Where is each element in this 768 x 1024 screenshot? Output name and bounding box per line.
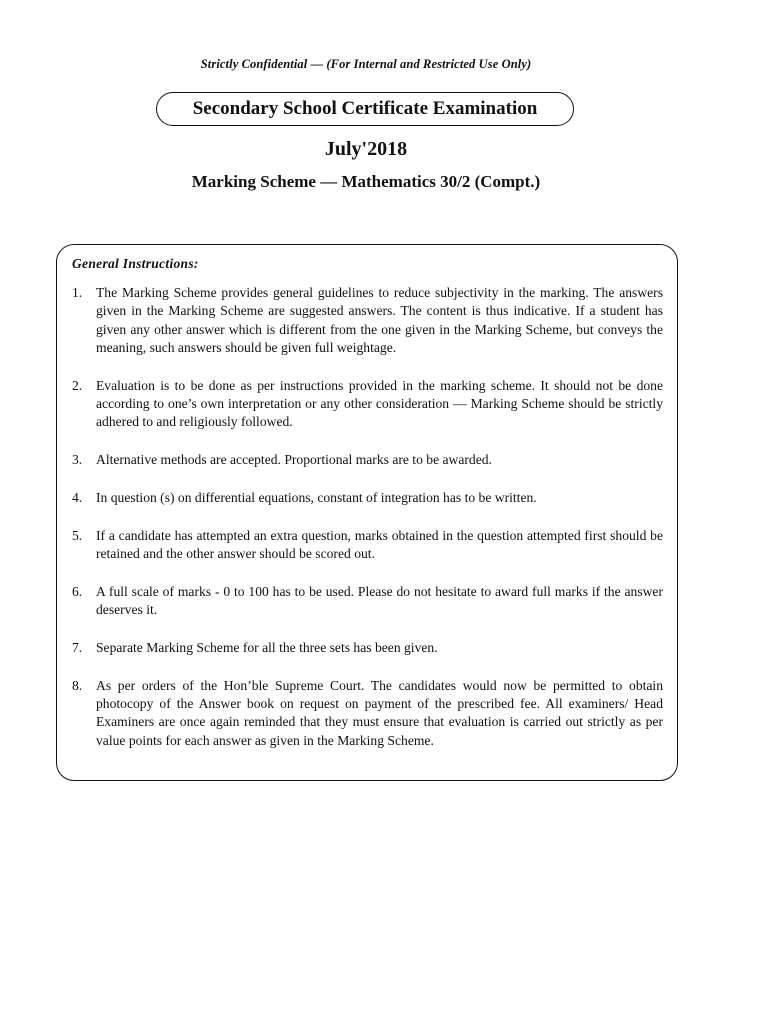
instruction-number: 4. (72, 489, 83, 505)
instruction-number: 5. (72, 527, 83, 543)
instruction-item (72, 527, 663, 564)
marking-scheme-title: Marking Scheme — Mathematics 30/2 (Compt.) (191, 172, 541, 191)
exam-title: Secondary School Certificate Examination (192, 98, 538, 119)
instruction-item (72, 377, 663, 432)
confidential-notice: Strictly Confidential — (For Internal and Restricted Use Only) (200, 57, 532, 71)
instruction-number: 7. (72, 639, 83, 655)
instructions-heading: General Instructions: (72, 256, 199, 271)
exam-title-box (156, 92, 574, 126)
exam-date: July'2018 (324, 138, 408, 160)
instruction-text: A full scale of marks - 0 to 100 has to be used. Please do not hesitate to award full marks if the answer deserves it. (96, 583, 663, 618)
instruction-text: If a candidate has attempted an extra question, marks obtained in the question attempted first should be retained and the other answer should be scored out. (96, 527, 663, 561)
instruction-number: 6. (72, 583, 83, 599)
instruction-number: 3. (72, 452, 83, 468)
instruction-item (72, 639, 663, 657)
instruction-number: 8. (72, 677, 83, 693)
instruction-item (72, 451, 663, 469)
instruction-text: Alternative methods are accepted. Proportional marks are to be awarded. (96, 452, 492, 468)
instruction-text: Separate Marking Scheme for all the three sets has been given. (96, 639, 438, 655)
instruction-item (72, 583, 663, 620)
instruction-number: 2. (72, 377, 83, 393)
instruction-item (72, 677, 663, 750)
instruction-text: In question (s) on differential equations, constant of integration has to be written. (96, 489, 537, 505)
instruction-text: Evaluation is to be done as per instructions provided in the marking scheme. It should not be done according to one’s own interpretation or any other consideration — Marking Scheme should be strictly adhered to and religiously followed. (96, 377, 663, 430)
instruction-item (72, 489, 663, 507)
instruction-text: As per orders of the Hon’ble Supreme Court. The candidates would now be permitted to obtain photocopy of the Answer book on request on payment of the prescribed fee. All examiners/ Head Examiners are once again reminded that they must ensure that evaluation is carried out strictly as per value points for each answer as given in the Marking Scheme. (96, 677, 663, 748)
instruction-number: 1. (72, 285, 83, 300)
instructions-list (72, 284, 663, 750)
instruction-text: The Marking Scheme provides general guidelines to reduce subjectivity in the marking. The answers given in the Marking Scheme are suggested answers. The content is thus indicative. If a student has given any other answer which is different from the one given in the Marking Scheme, but conveys the meaning, such answers should be given full weightage. (96, 285, 663, 355)
instruction-item (72, 284, 663, 357)
general-instructions-box (56, 244, 678, 781)
